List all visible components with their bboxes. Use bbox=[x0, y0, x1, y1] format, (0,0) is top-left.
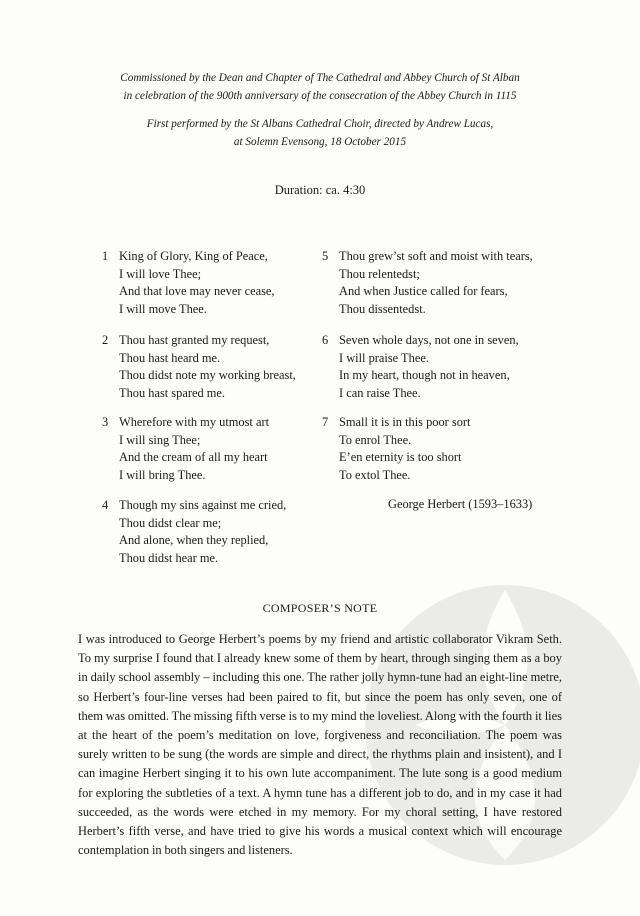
verse-line: And alone, when they replied, bbox=[119, 533, 269, 548]
verse-line: And when Justice called for fears, bbox=[339, 284, 508, 299]
verse-number: 7 bbox=[322, 415, 329, 429]
verse-line: Thou didst clear me; bbox=[119, 515, 222, 530]
verse-line: To enrol Thee. bbox=[339, 432, 412, 447]
poet-attribution: George Herbert (1593–1633) bbox=[388, 497, 533, 511]
commission-line-2: in celebration of the 900th anniversary of the consecration of the Abbey Church in 1115 bbox=[123, 89, 517, 102]
composers-note-heading: COMPOSER’S NOTE bbox=[262, 601, 378, 615]
verse-line: And the cream of all my heart bbox=[119, 450, 268, 465]
verse-line: In my heart, though not in heaven, bbox=[339, 368, 510, 383]
verse-number: 4 bbox=[102, 498, 109, 512]
verse-line: Thou didst hear me. bbox=[119, 550, 219, 565]
verse-line: Thou didst note my working breast, bbox=[119, 368, 296, 383]
verse-line: Thou grew’st soft and moist with tears, bbox=[339, 249, 533, 263]
verse-number: 6 bbox=[322, 333, 329, 347]
verse-line: I will sing Thee; bbox=[119, 432, 201, 447]
verse-number: 3 bbox=[102, 415, 109, 429]
verse-line: Seven whole days, not one in seven, bbox=[339, 333, 519, 347]
verse-line: King of Glory, King of Peace, bbox=[119, 249, 268, 263]
verse-line: And that love may never cease, bbox=[119, 284, 275, 299]
premiere-line-2: at Solemn Evensong, 18 October 2015 bbox=[233, 135, 407, 148]
duration: Duration: ca. 4:30 bbox=[274, 183, 366, 197]
commission-note bbox=[60, 70, 580, 105]
verse-line: Thou dissentedst. bbox=[339, 301, 426, 316]
commission-line-1: Commissioned by the Dean and Chapter of The Cathedral and Abbey Church of St Alban bbox=[120, 72, 520, 84]
verse-line: To extol Thee. bbox=[339, 467, 411, 482]
composers-note-paragraph: I was introduced to George Herbert’s poems by my friend and artistic collaborator Vikram Seth. To my surprise I found that I already knew some of them by heart, through singing them as a boy in daily school assembly – including this one. The rather jolly hymn-tune had an eight-line metre, so Herbert’s four-line verses had been paired to fit, but since the poem has only seven, one of them was omitted. The missing fifth verse is to my mind the loveliest. Along with the fourth it lies at the heart of the poem’s meditation on love, forgiveness and reconciliation. The poem was surely written to be sung (the words are simple and direct, the rhythms plain and insistent), and I can imagine Herbert singing it to his own lute accompaniment. The lute song is a good medium for exploring the subtleties of a text. A hymn tune has a different job to do, and in my case it had succeeded, as the words were etched in my memory. For my choral setting, I have restored Herbert’s fifth verse, and have tried to give his words a musical context which will encourage contemplation in both singers and listeners. bbox=[78, 632, 562, 858]
verse-line: I can raise Thee. bbox=[339, 385, 421, 400]
dedication bbox=[60, 70, 580, 151]
premiere-line-1: First performed by the St Albans Cathedral Choir, directed by Andrew Lucas, bbox=[146, 118, 494, 130]
verse-number: 2 bbox=[102, 333, 109, 347]
verse-line: Though my sins against me cried, bbox=[119, 498, 287, 512]
verse-line: E’en eternity is too short bbox=[339, 450, 462, 465]
composers-note-body bbox=[78, 630, 562, 860]
verse-number: 5 bbox=[322, 249, 329, 263]
premiere-note bbox=[60, 116, 580, 151]
verse-line: Thou relentedst; bbox=[339, 266, 420, 281]
verse-line: Thou hast granted my request, bbox=[119, 333, 270, 347]
verse-line: Wherefore with my utmost art bbox=[119, 415, 270, 429]
verse-line: Small it is in this poor sort bbox=[339, 415, 471, 429]
verse-number: 1 bbox=[102, 249, 109, 263]
verse-line: I will praise Thee. bbox=[339, 350, 429, 365]
verse-line: Thou hast heard me. bbox=[119, 350, 221, 365]
verse-line: I will love Thee; bbox=[119, 266, 202, 281]
verse-line: Thou hast spared me. bbox=[119, 385, 225, 400]
verse-line: I will bring Thee. bbox=[119, 467, 206, 482]
verse-line: I will move Thee. bbox=[119, 301, 207, 316]
